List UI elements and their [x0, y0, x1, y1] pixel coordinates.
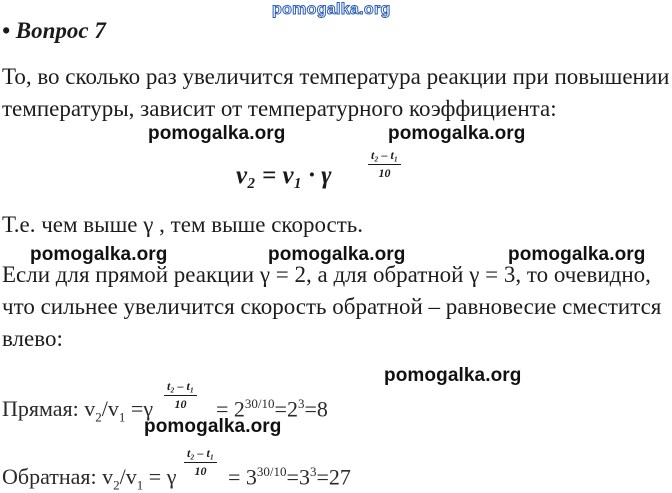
question-title: • Вопрос 7 [2, 18, 106, 43]
reverse-v2: v [102, 464, 114, 489]
reverse-result-prefix: = 3 [228, 464, 257, 490]
reverse-v2-sub: 2 [113, 477, 120, 493]
reverse-result-end: =27 [316, 464, 351, 490]
paragraph3-line1: Если для прямой реакции γ = 2, а для обратной γ = 3, то очевидно, [2, 262, 651, 287]
reverse-calc [2, 464, 176, 493]
reverse-label: Обратная: [2, 464, 97, 489]
reverse-result-mid: =3 [286, 464, 310, 490]
reverse-v1-sub: 1 [136, 477, 144, 493]
direct-result-exp1: 30/10 [244, 396, 275, 411]
exponent-numerator: t₂ – t₁ [368, 148, 401, 165]
direct-result-exp2: 3 [297, 396, 305, 411]
direct-slash-v: /v [101, 396, 119, 421]
direct-v2: v [84, 396, 96, 421]
direct-v2-sub: 2 [95, 409, 102, 425]
formula-exponent [368, 148, 401, 181]
reverse-exponent [184, 446, 217, 479]
paragraph3-line3: влево: [2, 326, 63, 351]
exponent-denominator: 10 [378, 166, 391, 180]
watermark: pomogalka.org [384, 365, 522, 386]
main-formula [236, 146, 436, 190]
reverse-result [228, 464, 351, 490]
watermark: pomogalka.org [148, 123, 286, 144]
reverse-result-exp2: 3 [309, 464, 317, 479]
reverse-slash-v: /v [119, 464, 137, 489]
reverse-exp-denominator: 10 [194, 464, 207, 478]
reverse-eq-gamma: = γ [143, 464, 177, 489]
watermark-top: pomogalka.org [272, 1, 391, 18]
direct-result-mid: =2 [274, 396, 298, 422]
direct-exp-numerator: t₂ – t₁ [164, 379, 197, 396]
reverse-result-exp1: 30/10 [256, 464, 287, 479]
direct-eq-gamma: =γ [125, 396, 154, 421]
direct-result-prefix: = 2 [216, 396, 245, 422]
direct-exponent [164, 379, 197, 412]
direct-v1-sub: 1 [118, 409, 126, 425]
formula-lhs: v₂ = v₁ · γ [236, 162, 332, 189]
watermark: pomogalka.org [30, 244, 168, 265]
direct-label: Прямая: [2, 396, 79, 421]
paragraph1-line1: То, во сколько раз увеличится температура реакции при повышении [2, 64, 670, 89]
watermark: pomogalka.org [144, 416, 282, 437]
direct-result-end: =8 [304, 396, 328, 422]
direct-calc [2, 396, 153, 425]
watermark: pomogalka.org [388, 123, 526, 144]
reverse-exp-numerator: t₂ – t₁ [184, 446, 217, 463]
watermark: pomogalka.org [508, 244, 646, 265]
paragraph2: Т.е. чем выше γ , тем выше скорость. [2, 212, 364, 237]
paragraph3-line2: что сильнее увеличится скорость обратной – равновесие сместится [2, 294, 662, 319]
paragraph1-line2: температуры, зависит от температурного коэффициента: [2, 96, 557, 121]
watermark: pomogalka.org [268, 244, 406, 265]
direct-exp-denominator: 10 [174, 397, 187, 411]
